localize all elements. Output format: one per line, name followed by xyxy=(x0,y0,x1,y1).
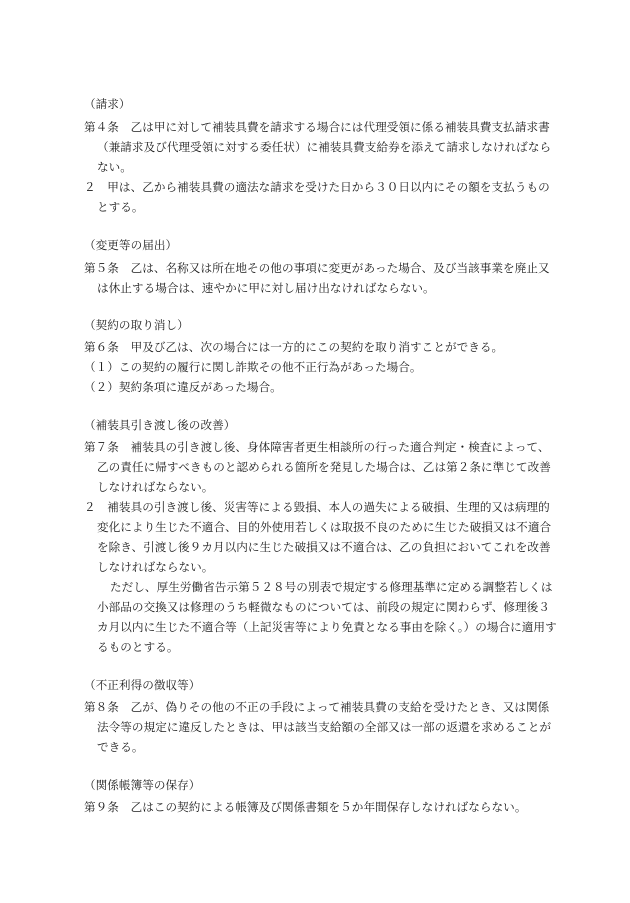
article-7-proviso-line-2: 小部品の交換又は修理のうち軽微なものについては、前段の規定に関わらず、修理後３ xyxy=(97,600,550,614)
article-4-line-3: ない。 xyxy=(97,160,132,174)
heading-record-retention: （関係帳簿等の保存） xyxy=(84,778,201,792)
article-8-line-3: できる。 xyxy=(97,740,144,754)
article-7-para-2-line-1: ２ 補装具の引き渡し後、災害等による毀損、本人の過失による破損、生理的又は病理的 xyxy=(84,500,550,514)
article-6-line-1: 第６条 甲及び乙は、次の場合には一方的にこの契約を取り消すことができる。 xyxy=(84,340,504,354)
article-9-line-1: 第９条 乙はこの契約による帳簿及び関係書類を５か年間保存しなければならない。 xyxy=(84,800,527,814)
heading-unjust-enrichment: （不正利得の徴収等） xyxy=(84,678,201,692)
article-7-proviso-line-1: ただし、厚生労働省告示第５２８号の別表で規定する修理基準に定める調整若しくは xyxy=(110,580,553,594)
heading-change-notice: （変更等の届出） xyxy=(84,238,178,252)
article-6-item-2: （２）契約条項に違反があった場合。 xyxy=(84,380,282,394)
article-7-para-2-line-4: しなければならない。 xyxy=(97,560,214,574)
article-7-line-2: 乙の責任に帰すべきものと認められる箇所を発見した場合は、乙は第２条に準じて改善 xyxy=(97,460,551,474)
article-7-proviso-line-4: るものとする。 xyxy=(97,640,179,654)
heading-post-delivery-improvement: （補装具引き渡し後の改善） xyxy=(84,418,236,432)
heading-claim: （請求） xyxy=(84,97,131,111)
article-7-line-1: 第７条 補装具の引き渡し後、身体障害者更生相談所の行った適合判定・検査によって、 xyxy=(84,440,550,454)
article-8-line-1: 第８条 乙が、偽りその他の不正の手段によって補装具費の支給を受けたとき、又は関係 xyxy=(84,700,550,714)
article-4-para-2-line-2: とする。 xyxy=(97,200,144,214)
article-6-item-1: （１）この契約の履行に関し詐欺その他不正行為があった場合。 xyxy=(84,360,422,374)
article-4-line-2: （兼請求及び代理受領に対する委任状）に補装具費支給券を添えて請求しなければなら xyxy=(97,140,552,154)
heading-contract-cancellation: （契約の取り消し） xyxy=(84,318,189,332)
article-7-line-3: しなければならない。 xyxy=(97,480,214,494)
article-4-line-1: 第４条 乙は甲に対して補装具費を請求する場合には代理受領に係る補装具費支払請求書 xyxy=(84,120,550,134)
article-8-line-2: 法令等の規定に違反したときは、甲は該当支給額の全部又は一部の返還を求めることが xyxy=(97,720,552,734)
article-4-para-2-line-1: ２ 甲は、乙から補装具費の適法な請求を受けた日から３０日以内にその額を支払うもの xyxy=(84,180,550,194)
article-5-line-2: は休止する場合は、速やかに甲に対し届け出なければならない。 xyxy=(97,281,435,295)
article-7-para-2-line-2: 変化により生じた不適合、目的外使用若しくは取扱不良のために生じた破損又は不適合 xyxy=(97,520,552,534)
article-7-para-2-line-3: を除き、引渡し後９カ月以内に生じた破損又は不適合は、乙の負担においてこれを改善 xyxy=(97,540,551,554)
article-7-proviso-line-3: カ月以内に生じた不適合等（上記災害等により免責となる事由を除く。）の場合に適用す xyxy=(97,620,557,634)
article-5-line-1: 第５条 乙は、名称又は所在地その他の事項に変更があった場合、及び当該事業を廃止又 xyxy=(84,261,550,275)
